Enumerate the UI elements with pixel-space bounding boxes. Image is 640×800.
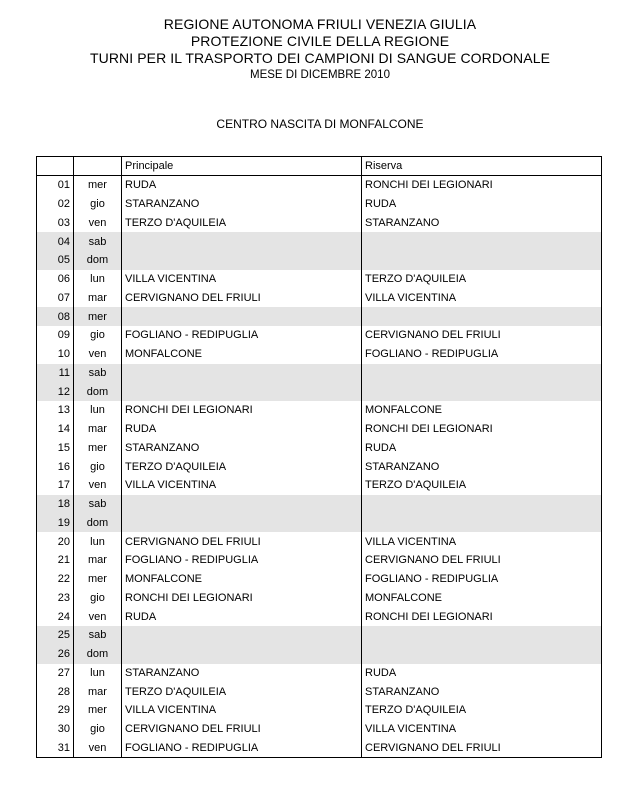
riserva-cell [362,626,602,645]
principale-cell: FOGLIANO - REDIPUGLIA [122,551,362,570]
principale-cell [122,626,362,645]
riserva-cell [362,364,602,383]
weekday-cell: lun [74,270,122,289]
column-header-principale: Principale [122,157,362,176]
document-title: TURNI PER IL TRASPORTO DEI CAMPIONI DI SANGUE CORDONALE [89,50,551,66]
month-label: MESE DI DICEMBRE 2010 [250,69,390,81]
day-number-cell: 19 [37,514,74,533]
column-header-number [37,157,74,176]
weekday-cell: mar [74,551,122,570]
weekday-cell: mer [74,570,122,589]
day-number-cell: 24 [57,610,70,623]
principale-cell: RUDA [122,176,362,195]
weekday-cell: mer [74,701,122,720]
day-number-cell: 21 [57,554,70,567]
table-row [37,701,602,720]
principale-cell [122,382,362,401]
day-number-cell: 01 [57,179,70,192]
day-number-cell: 14 [57,423,70,436]
riserva-cell [362,495,602,514]
day-number-cell: 16 [57,460,70,473]
day-number-cell: 27 [57,666,70,679]
principale-cell: VILLA VICENTINA [122,476,362,495]
table-row [37,420,602,439]
table-row [37,476,602,495]
principale-cell [122,251,362,270]
weekday-cell: mer [74,176,122,195]
day-number-cell: 28 [57,685,70,698]
table-row [37,382,602,401]
table-row [37,589,602,608]
principale-cell [122,645,362,664]
weekday-cell: lun [74,664,122,683]
weekday-cell: sab [74,626,122,645]
table-row [37,664,602,683]
table-row [37,720,602,739]
principale-cell [122,495,362,514]
weekday-cell: dom [74,251,122,270]
table-row [37,439,602,458]
principale-cell: VILLA VICENTINA [122,701,362,720]
principale-cell: RUDA [122,607,362,626]
day-number-cell: 18 [37,495,74,514]
weekday-cell: mar [74,289,122,308]
riserva-cell: TERZO D'AQUILEIA [362,701,602,720]
principale-cell: FOGLIANO - REDIPUGLIA [122,326,362,345]
riserva-cell [362,514,602,533]
principale-cell [122,307,362,326]
weekday-cell: ven [74,476,122,495]
weekday-cell: ven [74,607,122,626]
day-number-cell: 30 [57,723,70,736]
riserva-cell: FOGLIANO - REDIPUGLIA [362,570,602,589]
table-row [37,739,602,758]
principale-cell [122,232,362,251]
day-number-cell: 10 [57,348,70,361]
day-number-cell: 13 [57,404,70,417]
day-number-cell: 05 [37,251,74,270]
riserva-cell: TERZO D'AQUILEIA [362,476,602,495]
principale-cell: RUDA [122,420,362,439]
principale-cell: FOGLIANO - REDIPUGLIA [122,739,362,758]
weekday-cell: gio [74,195,122,214]
day-number-cell: 06 [57,273,70,286]
principale-cell: TERZO D'AQUILEIA [122,214,362,233]
table-row [37,364,602,383]
weekday-cell: gio [74,589,122,608]
table-row [37,307,602,326]
riserva-cell: RUDA [362,664,602,683]
day-number-cell: 26 [37,645,74,664]
day-number-cell: 22 [57,573,70,586]
day-number-cell: 20 [57,535,70,548]
day-number-cell: 02 [57,198,70,211]
weekday-cell: mer [74,307,122,326]
riserva-cell: VILLA VICENTINA [362,720,602,739]
weekday-cell: dom [74,382,122,401]
principale-cell: RONCHI DEI LEGIONARI [122,589,362,608]
day-number-cell: 12 [37,382,74,401]
table-row [37,289,602,308]
riserva-cell: VILLA VICENTINA [362,289,602,308]
principale-cell: CERVIGNANO DEL FRIULI [122,289,362,308]
table-row [37,270,602,289]
table-row [37,195,602,214]
riserva-cell [362,232,602,251]
day-number-cell: 29 [57,704,70,717]
table-row [37,326,602,345]
weekday-cell: ven [74,739,122,758]
riserva-cell: RUDA [362,439,602,458]
riserva-cell: STARANZANO [362,682,602,701]
table-row [37,251,602,270]
weekday-cell: mar [74,420,122,439]
riserva-cell [362,307,602,326]
weekday-cell: gio [74,326,122,345]
principale-cell: VILLA VICENTINA [122,270,362,289]
day-number-cell: 25 [37,626,74,645]
riserva-cell: CERVIGNANO DEL FRIULI [362,739,602,758]
riserva-cell: CERVIGNANO DEL FRIULI [362,551,602,570]
principale-cell: CERVIGNANO DEL FRIULI [122,532,362,551]
riserva-cell: RONCHI DEI LEGIONARI [362,420,602,439]
table-row [37,645,602,664]
table-row [37,495,602,514]
shift-table [36,156,602,758]
day-number-cell: 03 [57,216,70,229]
table-row [37,607,602,626]
table-row [37,232,602,251]
riserva-cell: STARANZANO [362,457,602,476]
principale-cell [122,514,362,533]
weekday-cell: mer [74,439,122,458]
table-row [37,626,602,645]
day-number-cell: 04 [37,232,74,251]
weekday-cell: dom [74,645,122,664]
weekday-cell: sab [74,495,122,514]
weekday-cell: gio [74,457,122,476]
day-number-cell: 17 [57,479,70,492]
table-row [37,532,602,551]
weekday-cell: gio [74,720,122,739]
riserva-cell [362,382,602,401]
table-row [37,345,602,364]
table-row [37,457,602,476]
riserva-cell: VILLA VICENTINA [362,532,602,551]
principale-cell [122,364,362,383]
region-title: REGIONE AUTONOMA FRIULI VENEZIA GIULIA [163,16,477,32]
table-header-row [37,157,602,176]
day-number-cell: 07 [57,291,70,304]
riserva-cell: MONFALCONE [362,589,602,608]
department-title: PROTEZIONE CIVILE DELLA REGIONE [190,33,450,49]
weekday-cell: sab [74,364,122,383]
day-number-cell: 11 [37,364,74,383]
riserva-cell: CERVIGNANO DEL FRIULI [362,326,602,345]
day-number-cell: 31 [57,741,70,754]
table-row [37,570,602,589]
table-row [37,514,602,533]
day-number-cell: 08 [37,307,74,326]
riserva-cell: MONFALCONE [362,401,602,420]
riserva-cell: RUDA [362,195,602,214]
riserva-cell: RONCHI DEI LEGIONARI [362,176,602,195]
weekday-cell: lun [74,532,122,551]
principale-cell: STARANZANO [122,664,362,683]
weekday-cell: ven [74,345,122,364]
table-row [37,682,602,701]
riserva-cell [362,645,602,664]
principale-cell: RONCHI DEI LEGIONARI [122,401,362,420]
table-row [37,176,602,195]
riserva-cell: TERZO D'AQUILEIA [362,270,602,289]
table-row [37,551,602,570]
riserva-cell [362,251,602,270]
weekday-cell: lun [74,401,122,420]
day-number-cell: 23 [57,591,70,604]
day-number-cell: 09 [57,329,70,342]
weekday-cell: mar [74,682,122,701]
day-number-cell: 15 [57,441,70,454]
column-header-riserva: Riserva [362,157,602,176]
table-row [37,401,602,420]
weekday-cell: dom [74,514,122,533]
principale-cell: STARANZANO [122,195,362,214]
principale-cell: CERVIGNANO DEL FRIULI [122,720,362,739]
weekday-cell: sab [74,232,122,251]
table-row [37,214,602,233]
principale-cell: TERZO D'AQUILEIA [122,457,362,476]
riserva-cell: FOGLIANO - REDIPUGLIA [362,345,602,364]
principale-cell: STARANZANO [122,439,362,458]
principale-cell: TERZO D'AQUILEIA [122,682,362,701]
birth-center-title: CENTRO NASCITA DI MONFALCONE [216,117,424,131]
document-header [0,16,640,82]
riserva-cell: STARANZANO [362,214,602,233]
column-header-weekday [74,157,122,176]
principale-cell: MONFALCONE [122,345,362,364]
principale-cell: MONFALCONE [122,570,362,589]
weekday-cell: ven [74,214,122,233]
riserva-cell: RONCHI DEI LEGIONARI [362,607,602,626]
